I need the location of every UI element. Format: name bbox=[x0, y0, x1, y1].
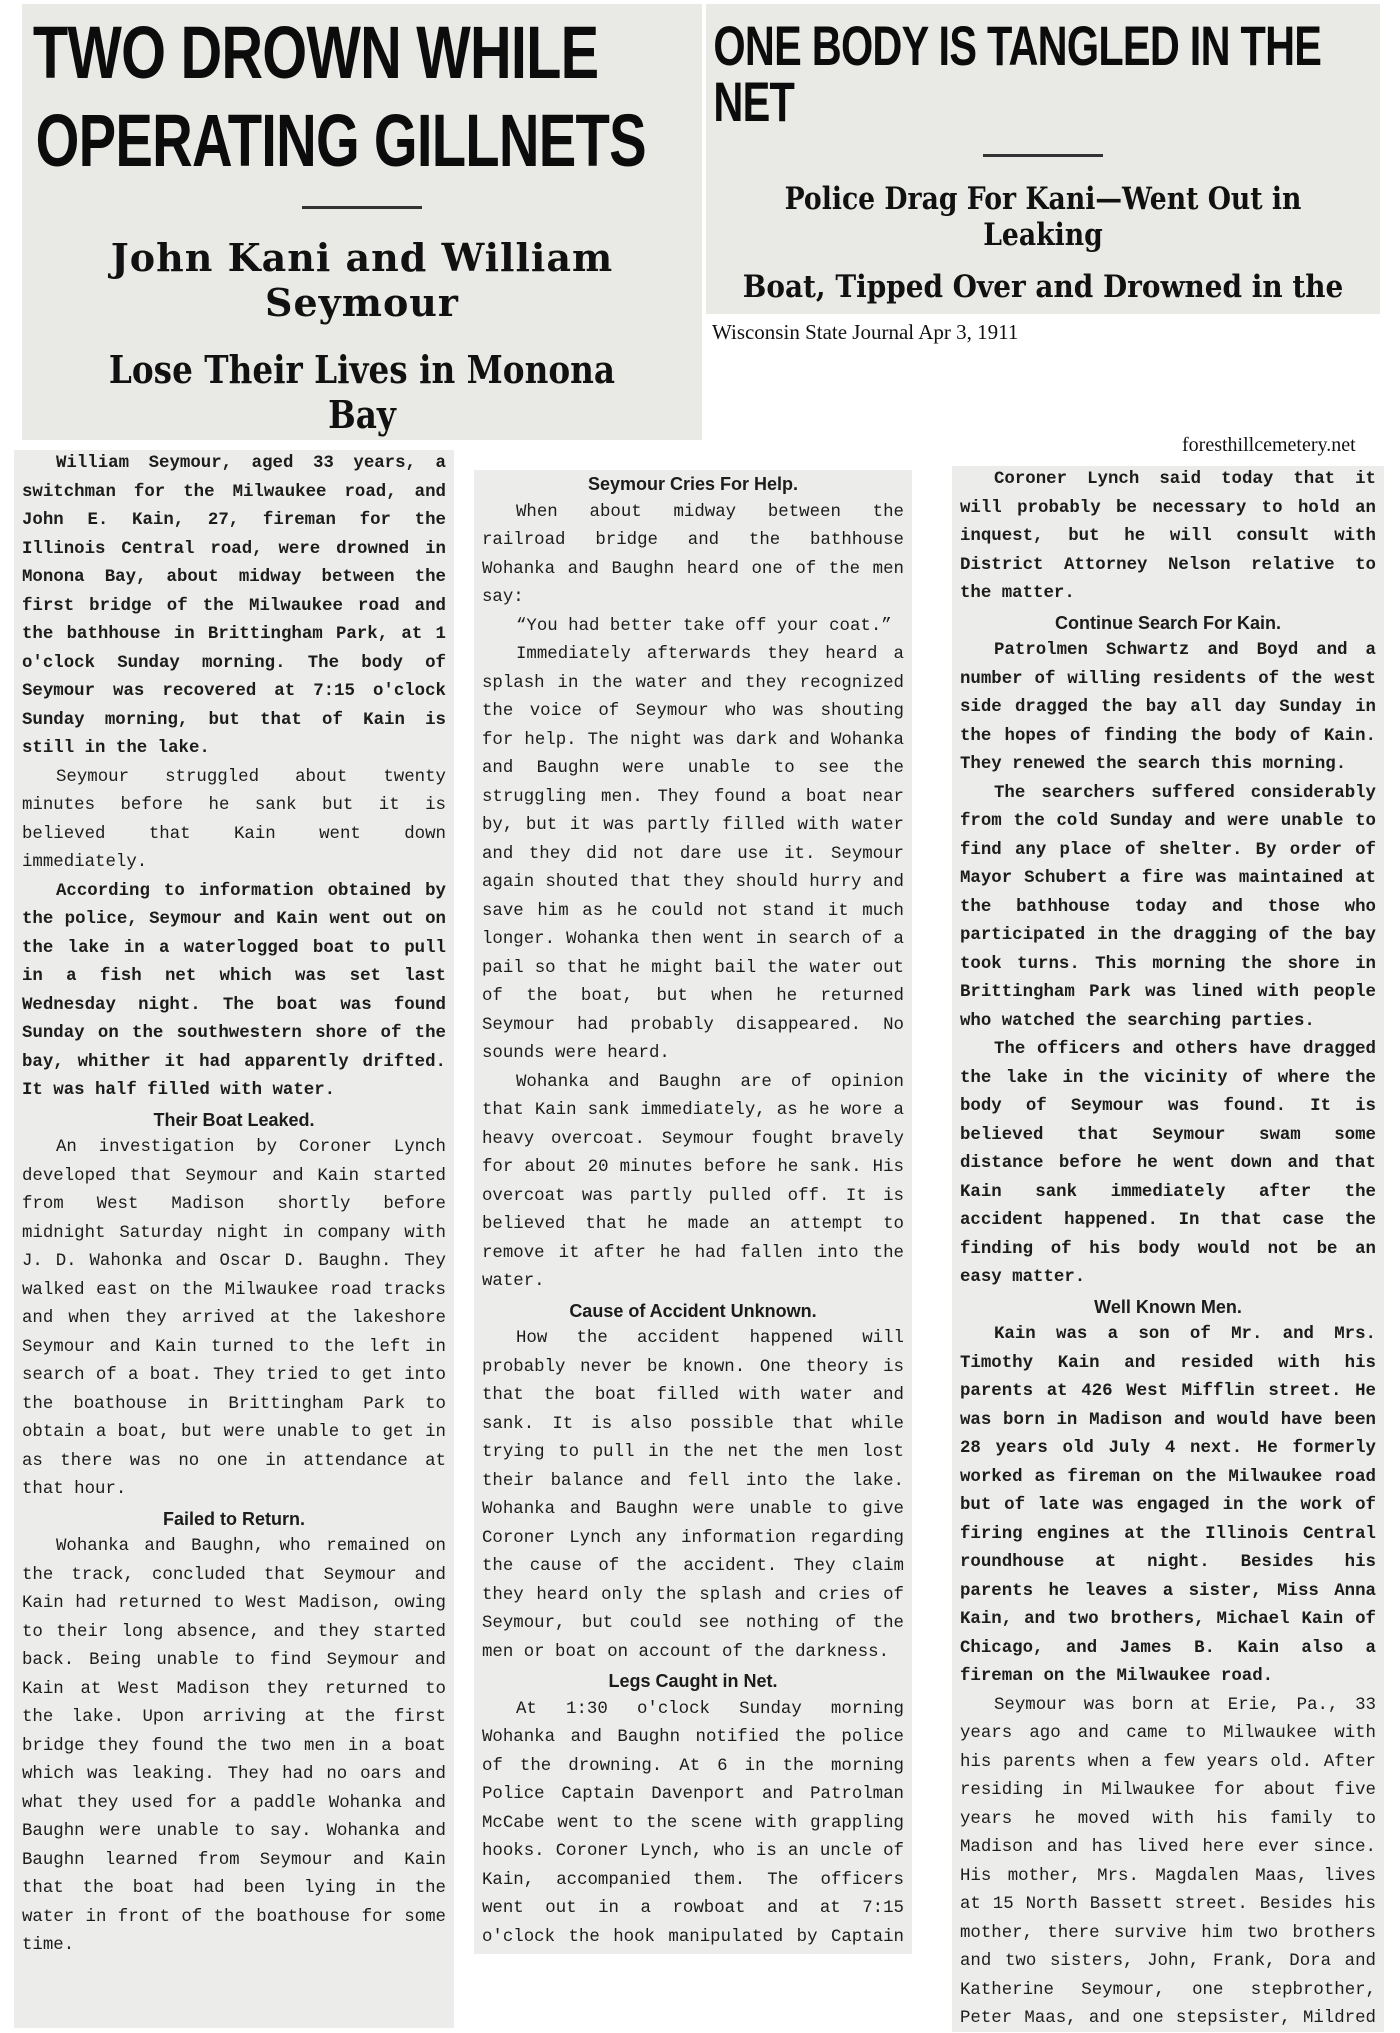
article-column-1 bbox=[14, 450, 454, 2028]
subhead-line-1: John Kani and William Seymour bbox=[110, 235, 614, 325]
paragraph: Patrolmen Schwartz and Boyd and a number of willing residents of the west side dragged the bay all day Sunday in the hopes of finding the body of Kain. They renewed the search this morning. bbox=[960, 641, 1376, 774]
article-column-3 bbox=[952, 466, 1384, 2032]
right-subhead bbox=[706, 181, 1380, 314]
right-subhead-line-2: Boat, Tipped Over and Drowned in the bbox=[742, 269, 1344, 305]
paragraph: When about midway between the railroad bridge and the bathhouse Wohanka and Baughn heard one of the men say: bbox=[482, 502, 904, 607]
subhead-line-2: Lose Their Lives in Monona Bay bbox=[108, 347, 616, 437]
paragraph: William Seymour, aged 33 years, a switchman for the Milwaukee road, and John E. Kain, 27, fireman for the Illinois Central road, were drowned in Monona Bay, about midway between the first bridge of the Milwaukee road and the bathhouse in Brittingham Park, at 1 o'clock Sunday morning. The body of Seymour was recovered at 7:15 o'clock Sunday morning, but that of Kain is still in the lake. bbox=[22, 454, 446, 758]
paragraph: How the accident happened will probably never be known. One theory is that the boat filled with water and sank. It is also possible that while trying to pull in the net the men lost their balance and fell into the lake. Wohanka and Baughn were unable to give Coroner Lynch any information regarding the cause of the accident. They claim they heard only the splash and cries of Seymour, but could see nothing of the men or boat on account of the darkness. bbox=[482, 1329, 904, 1662]
site-credit: foresthillcemetery.net bbox=[1182, 434, 1356, 456]
paragraph: Wohanka and Baughn are of opinion that Kain sank immediately, as he wore a heavy overcoat. Seymour fought bravely for about 20 minutes before he sank. His overcoat was partly pulled off. It is believed that he made an attempt to remove it after he had fallen into the water. bbox=[482, 1072, 904, 1291]
paragraph: Wohanka and Baughn, who remained on the track, concluded that Seymour and Kain had returned to West Madison, owing to their long absence, and they started back. Being unable to find Seymour and Kain at West Madison they returned to the lake. Upon arriving at the first bridge they found the two men in a boat which was leaking. They had no oars and what they used for a paddle Wohanka and Baughn were unable to say. Wohanka and Baughn learned from Seymour and Kain that the boat had been lying in the water in front of the boathouse for some time. bbox=[22, 1537, 446, 1955]
paragraph: Seymour struggled about twenty minutes before he sank but it is believed that Kain went down immediately. bbox=[22, 767, 446, 872]
paragraph: The officers and others have dragged the lake in the vicinity of where the body of Seymour was found. It is believed that Seymour swam some distance before he went down and that Kain sank immediately after the accident happened. In that case the finding of his body would not be an easy matter. bbox=[960, 1040, 1376, 1287]
right-subhead-line-1: Police Drag For Kani—Went Out in Leaking bbox=[784, 181, 1302, 253]
section-heading: Well Known Men. bbox=[1094, 1296, 1242, 1317]
paragraph: Kain was a son of Mr. and Mrs. Timothy Kain and resided with his parents at 426 West Mifflin street. He was born in Madison and would have been 28 years old July 4 next. He formerly worked as fireman on the Milwaukee road but of late was engaged in the work of firing engines at the Illinois Central roundhouse at night. Besides his parents he leaves a sister, Miss Anna Kain, and two brothers, Michael Kain of Chicago, and James B. Kain also a fireman on the Milwaukee road. bbox=[960, 1325, 1376, 1686]
section-heading: Failed to Return. bbox=[162, 1508, 305, 1529]
left-subhead bbox=[22, 235, 702, 440]
section-heading: Continue Search For Kain. bbox=[1054, 612, 1282, 633]
paragraph: Immediately afterwards they heard a splash in the water and they recognized the voice of Seymour who was shouting for help. The night was dark and Wohanka and Baughn were unable to see the struggling men. They found a boat near by, but it was partly filled with water and they did not dare use it. Seymour again shouted that they should hurry and save him as he could not stand it much longer. Wohanka then went in search of a pail so that he might bail the water out of the boat, but when he returned Seymour had probably disappeared. No sounds were heard. bbox=[482, 645, 904, 1063]
paragraph: The searchers suffered considerably from the cold Sunday and were unable to find any place of shelter. By order of Mayor Schubert a fire was maintained at the bathhouse today and those who participated in the dragging of the bay took turns. This morning the shore in Brittingham Park was lined with people who watched the searching parties. bbox=[960, 783, 1376, 1031]
article-column-2 bbox=[474, 470, 912, 1954]
main-headline bbox=[22, 4, 702, 182]
right-headline: ONE BODY IS TANGLED IN THE NET bbox=[713, 14, 1322, 133]
right-headline-clipping bbox=[706, 4, 1380, 314]
paragraph: According to information obtained by the police, Seymour and Kain went out on the lake in a waterlogged boat to pull in a fish net which was set last Wednesday night. The boat was found Sunday on the southwestern shore of the bay, whither it had apparently drifted. It was half filled with water. bbox=[22, 881, 446, 1100]
headline-line-1: TWO DROWN WHILE bbox=[32, 11, 599, 94]
section-heading: Their Boat Leaked. bbox=[153, 1109, 315, 1130]
section-heading: Legs Caught in Net. bbox=[608, 1671, 778, 1691]
paragraph: An investigation by Coroner Lynch developed that Seymour and Kain started from West Madison shortly before midnight Saturday night in company with J. D. Wahonka and Oscar D. Baughn. They walked east on the Milwaukee road tracks and when they arrived at the lakeshore Seymour and Kain turned to the left in search of a boat. They tried to get into the boathouse in Brittingham Park to obtain a boat, but were unable to get in as there was no one in attendance at that hour. bbox=[22, 1138, 446, 1499]
headline-divider bbox=[302, 206, 422, 209]
paragraph: At 1:30 o'clock Sunday morning Wohanka and Baughn notified the police of the drowning. At 6 in the morning Police Captain Davenport and Patrolman McCabe went to the scene with grappling hooks. Coroner Lynch, who is an uncle of Kain, accompanied them. The officers went out in a rowboat and at 7:15 o'clock the hook manipulated by Captain bbox=[482, 1699, 904, 1947]
paragraph: “You had better take off your coat.” bbox=[516, 616, 892, 636]
headline-line-2: OPERATING GILLNETS bbox=[35, 99, 646, 182]
source-caption: Wisconsin State Journal Apr 3, 1911 bbox=[712, 320, 1019, 344]
section-heading: Cause of Accident Unknown. bbox=[569, 1300, 817, 1321]
left-headline-clipping bbox=[22, 4, 702, 440]
paragraph: Seymour was born at Erie, Pa., 33 years ago and came to Milwaukee with his parents when a few years old. After residing in Milwaukee for about five years he moved with his family to Madison and has lived here ever since. His mother, Mrs. Magdalen Maas, lives at 15 North Bassett street. Besides his mother, there survive him two brothers and two sisters, John, Frank, Dora and Katherine Seymour, one stepbrother, Peter Maas, and one stepsister, Mildred bbox=[960, 1695, 1376, 2028]
right-headline-divider bbox=[983, 154, 1103, 157]
section-heading: Seymour Cries For Help. bbox=[587, 474, 799, 494]
paragraph: Coroner Lynch said today that it will probably be necessary to hold an inquest, but he will consult with District Attorney Nelson relative to the matter. bbox=[960, 470, 1376, 603]
